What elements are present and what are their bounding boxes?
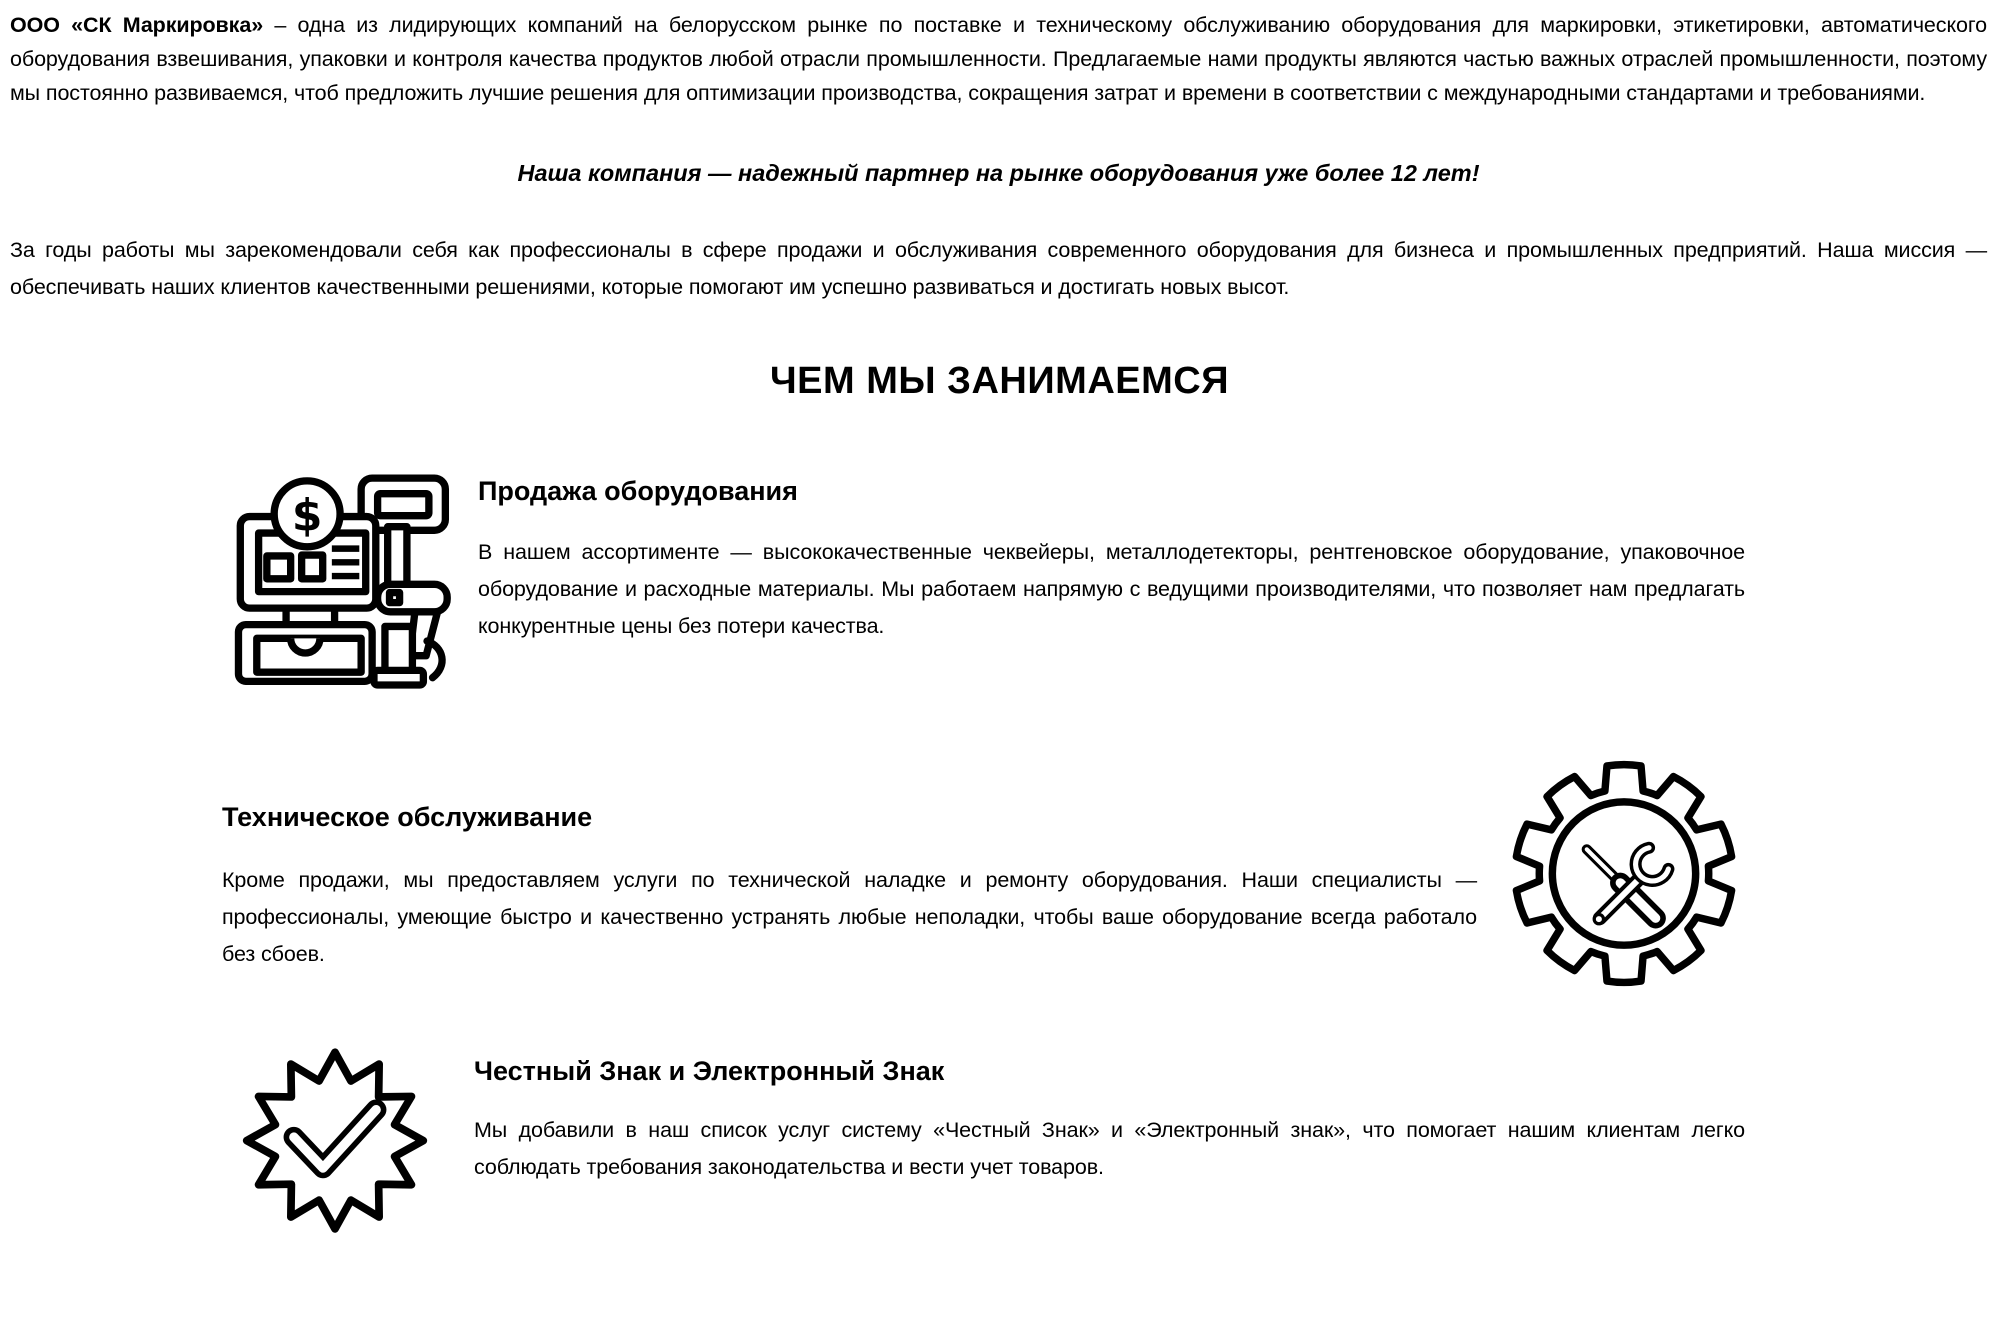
company-tagline: Наша компания — надежный партнер на рынке оборудования уже более 12 лет! (517, 160, 1480, 186)
service-icon-box (232, 1036, 438, 1246)
service-icon-box (222, 458, 460, 696)
service-text: Мы добавили в наш список услуг систему «Честный Знак» и «Электронный знак», что помогает нашим клиентам легко соблюдать требования законодательства и вести учет товаров. (474, 1118, 1745, 1179)
badge-check-icon (232, 1036, 438, 1246)
service-title: Честный Знак и Электронный Знак (474, 1056, 945, 1086)
company-name: ООО «СК Маркировка» (10, 13, 264, 37)
section-heading: ЧЕМ МЫ ЗАНИМАЕМСЯ (769, 360, 1230, 402)
service-equipment-sales (222, 458, 1745, 696)
service-title: Техническое обслуживание (222, 802, 593, 832)
service-content (474, 1036, 1745, 1186)
mission-paragraph: За годы работы мы зарекомендовали себя как профессионалы в сфере продажи и обслуживания современного оборудования для бизнеса и промышленных предприятий. Наша миссия — обеспечивать наших клиентов качественными решениями, которые помогают им успешно развиваться и достигать новых высот. (10, 238, 1987, 299)
service-content (222, 760, 1477, 973)
service-maintenance (222, 760, 1745, 988)
service-icon-box (1503, 760, 1745, 988)
service-text: Кроме продажи, мы предоставляем услуги по технической наладке и ремонту оборудования. Наши специалисты — профессионалы, умеющие быстро и качественно устранять любые неполадки, чтобы ваше оборудование всегда работало без сбоев. (222, 868, 1477, 966)
service-chestny-znak (232, 1036, 1745, 1246)
service-title: Продажа оборудования (478, 476, 798, 506)
service-text: В нашем ассортименте — высококачественные чеквейеры, металлодетекторы, рентгеновское оборудование, упаковочное оборудование и расходные материалы. Мы работаем напрямую с ведущими производителями, что позволяет нам предлагать конкурентные цены без потери качества. (478, 540, 1745, 638)
intro-paragraph (10, 8, 1987, 110)
service-content (478, 458, 1745, 645)
gear-tools-icon (1503, 760, 1745, 988)
pos-terminal-icon (222, 458, 460, 696)
dollar-sign: $ (291, 490, 323, 542)
intro-text: – одна из лидирующих компаний на белорусском рынке по поставке и техническому обслуживанию оборудования для маркировки, этикетировки, автоматического оборудования взвешивания, упаковки и контроля качества продуктов любой отрасли промышленности. Предлагаемые нами продукты являются частью важных отраслей промышленности, поэтому мы постоянно развиваемся, чтоб предложить лучшие решения для оптимизации производства, сокращения затрат и времени в соответствии с международными стандартами и требованиями. (10, 13, 1987, 105)
